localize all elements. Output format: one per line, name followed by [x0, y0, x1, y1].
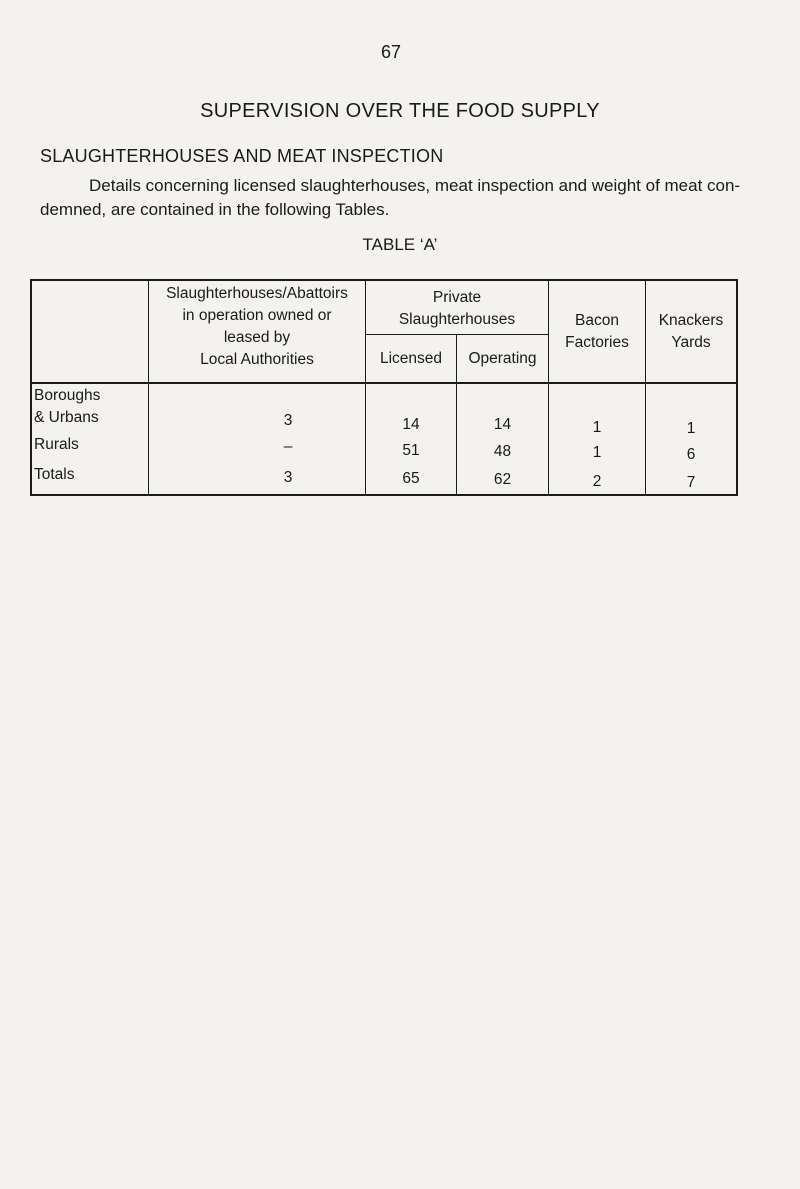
cell-totals-operating: 62 — [493, 471, 512, 488]
cell-rurals-bacon: 1 — [592, 444, 602, 461]
cell-totals-bacon: 2 — [592, 473, 602, 490]
header-operating: Operating — [468, 350, 537, 367]
intro-paragraph — [40, 174, 768, 222]
intro-line-2: demned, are contained in the following Tables. — [40, 200, 390, 219]
header-local-authorities: Slaughterhouses/Abattoirs in operation owned or leased by Local Authorities — [166, 285, 348, 368]
cell-boroughs-operating: 14 — [493, 416, 512, 433]
header-licensed: Licensed — [379, 350, 443, 367]
cell-totals-licensed: 65 — [402, 470, 420, 487]
cell-boroughs-knackers: 1 — [686, 420, 696, 437]
section-heading: SLAUGHTERHOUSES AND MEAT INSPECTION — [40, 146, 444, 166]
header-knackers-yards: Knackers Yards — [658, 312, 724, 351]
intro-line-1: Details concerning licensed slaughterhouses, meat inspection and weight of meat con- — [89, 176, 741, 195]
cell-totals-local: 3 — [283, 469, 293, 486]
table-right-border — [736, 279, 738, 496]
cell-boroughs-licensed: 14 — [402, 416, 420, 433]
private-subheader-rule — [365, 334, 549, 335]
cell-rurals-licensed: 51 — [402, 442, 420, 459]
table-bottom-border — [30, 494, 738, 496]
header-bacon-factories: Bacon Factories — [565, 312, 629, 351]
cell-rurals-knackers: 6 — [686, 446, 696, 463]
page-number: 67 — [381, 42, 402, 62]
cell-rurals-local: – — [283, 438, 293, 455]
row-label-boroughs: Boroughs & Urbans — [34, 387, 101, 426]
cell-totals-knackers: 7 — [686, 474, 696, 491]
header-bottom-rule — [30, 382, 738, 384]
table-left-border — [30, 279, 32, 496]
cell-rurals-operating: 48 — [493, 443, 512, 460]
header-private-slaughterhouses: Private Slaughterhouses — [398, 289, 516, 328]
page-title: SUPERVISION OVER THE FOOD SUPPLY — [200, 100, 600, 122]
table-caption: TABLE ‘A’ — [362, 235, 438, 254]
table-top-border — [30, 279, 738, 281]
slaughterhouse-table — [30, 279, 738, 496]
cell-boroughs-bacon: 1 — [592, 419, 602, 436]
row-label-totals: Totals — [34, 466, 75, 483]
cell-boroughs-local: 3 — [283, 412, 293, 429]
row-label-rurals: Rurals — [34, 436, 79, 453]
